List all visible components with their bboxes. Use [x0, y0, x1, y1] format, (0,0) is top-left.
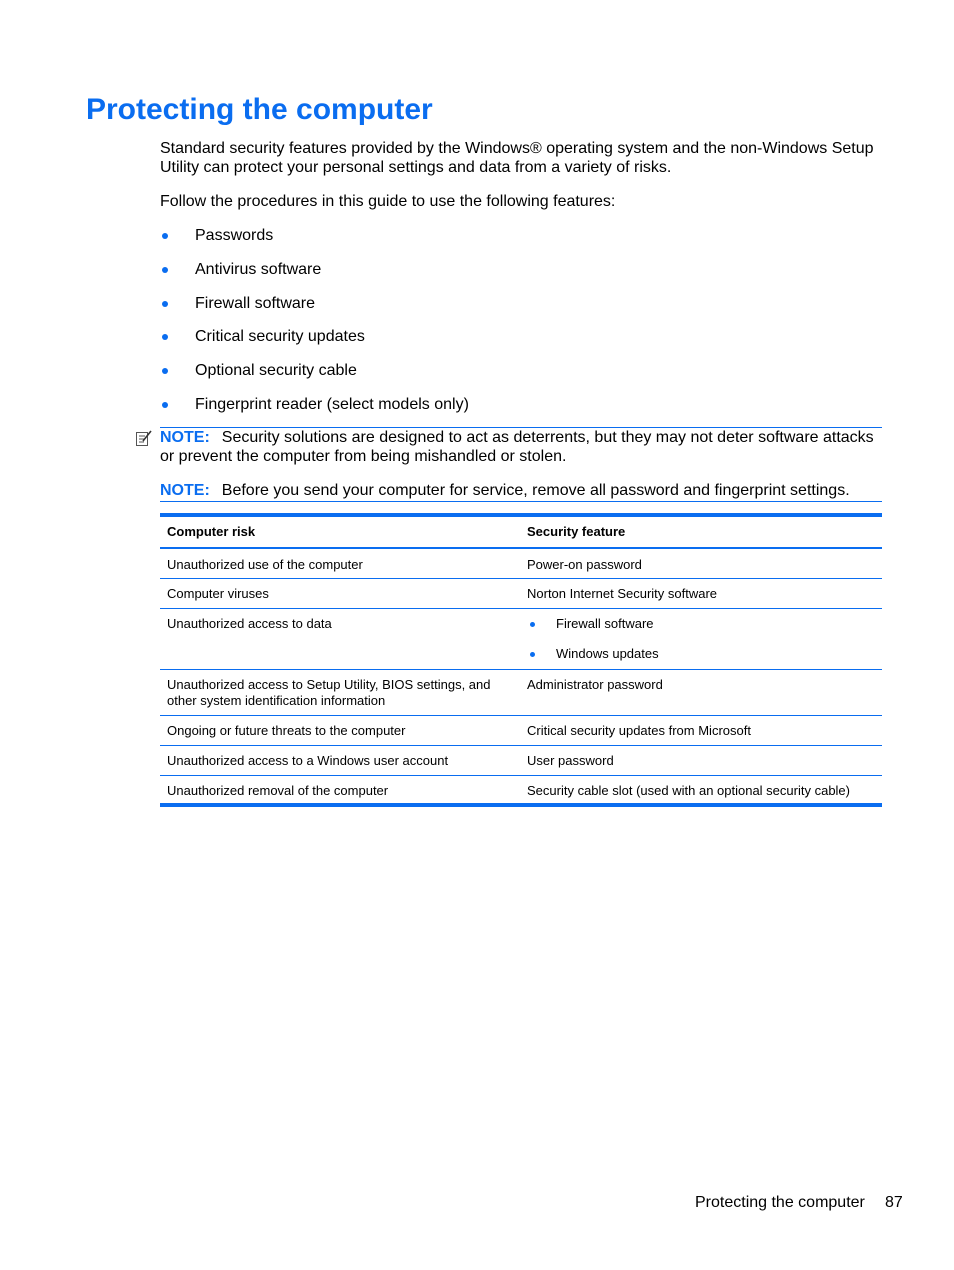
table-row: [160, 549, 882, 579]
note-label: NOTE:: [160, 429, 210, 446]
list-item: Windows updates: [527, 646, 879, 676]
feature-cell: Power-on password: [527, 557, 642, 572]
intro-paragraph: Standard security features provided by the Windows® operating system and the non-Windows Setup Utility can protect your personal settings and data from a variety of risks.: [160, 140, 874, 176]
note-text: Security solutions are designed to act as deterrents, but they may not deter software attacks or prevent the computer from being mishandled or stolen.: [160, 429, 874, 465]
feature-cell: User password: [527, 753, 614, 768]
bullet-icon: [162, 368, 168, 374]
bullet-icon: [162, 233, 168, 239]
feature-cell: Administrator password: [527, 677, 663, 692]
risk-cell: Unauthorized access to Setup Utility, BIOS settings, and other system identification information: [167, 677, 491, 708]
note-divider-bottom: [160, 501, 882, 502]
page-number: 87: [885, 1194, 903, 1211]
list-item: Firewall software: [527, 616, 879, 646]
bullet-icon: [530, 622, 535, 627]
column-header-feature: Security feature: [527, 524, 626, 539]
note-1: [160, 428, 882, 466]
table-row: [160, 776, 882, 805]
bullet-icon: [162, 267, 168, 273]
note-icon: [135, 429, 153, 447]
risk-cell: Unauthorized use of the computer: [167, 557, 363, 572]
risk-cell: Unauthorized removal of the computer: [167, 783, 389, 798]
risk-cell: Ongoing or future threats to the computer: [167, 723, 406, 738]
note-text: Before you send your computer for service, remove all password and fingerprint settings.: [221, 482, 850, 499]
table-bottom-rule: [160, 803, 882, 807]
table-row: [160, 670, 882, 716]
note-2: [160, 481, 882, 500]
risk-cell: Unauthorized access to data: [167, 616, 332, 631]
bullet-icon: [530, 652, 535, 657]
table-row: [160, 609, 882, 670]
bullet-icon: [162, 334, 168, 340]
table-row: [160, 746, 882, 776]
risk-cell: Computer viruses: [167, 586, 269, 601]
table-row: [160, 579, 882, 609]
table-row: [160, 716, 882, 746]
feature-cell: [527, 616, 879, 676]
note-label: NOTE:: [160, 482, 210, 499]
follow-paragraph: Follow the procedures in this guide to use the following features:: [160, 193, 616, 210]
footer-section-title: Protecting the computer: [695, 1194, 865, 1211]
bullet-icon: [162, 402, 168, 408]
table-header-row: [160, 517, 882, 549]
page-title: Protecting the computer: [86, 93, 433, 126]
risk-cell: Unauthorized access to a Windows user account: [167, 753, 449, 768]
feature-cell: Norton Internet Security software: [527, 586, 718, 601]
feature-cell: Security cable slot (used with an optional security cable): [527, 783, 850, 798]
security-table: [160, 517, 882, 805]
column-header-risk: Computer risk: [167, 524, 256, 539]
feature-cell: Critical security updates from Microsoft: [527, 723, 751, 738]
bullet-icon: [162, 301, 168, 307]
